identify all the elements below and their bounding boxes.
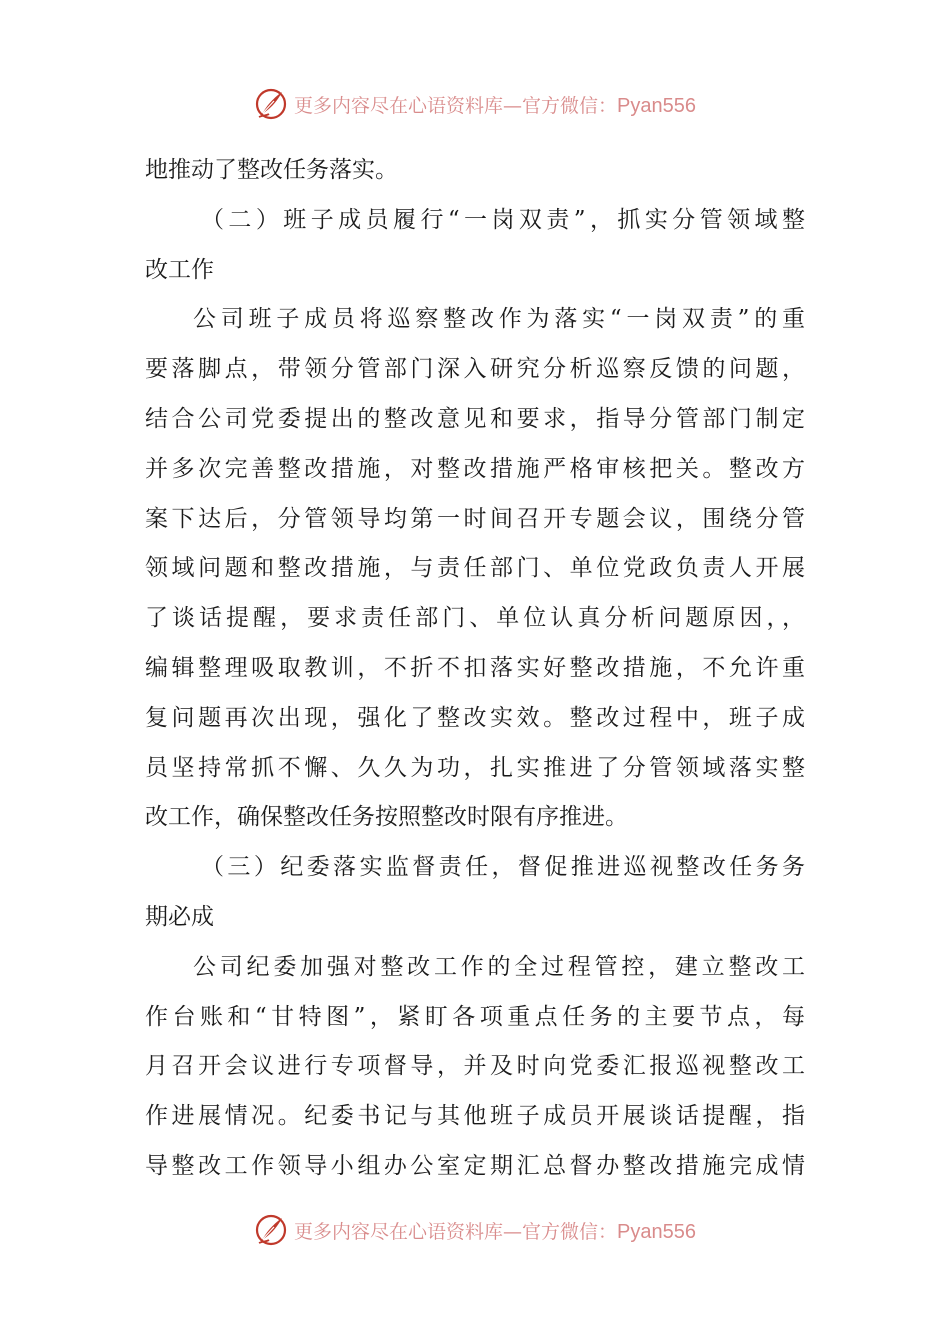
text-line: 月召开会议进行专项督导，并及时向党委汇报巡视整改工	[145, 1053, 805, 1080]
watermark-text	[294, 1217, 696, 1244]
quill-pen-seal-icon	[254, 87, 288, 121]
text-line: 员坚持常抓不懈、久久为功，扎实推进了分管领域落实整	[145, 754, 805, 781]
text-line: 作台账和“甘特图”，紧盯各项重点任务的主要节点，每	[145, 1003, 805, 1030]
text-line: 要落脚点，带领分管部门深入研究分析巡察反馈的问题，	[145, 356, 805, 383]
text-line: 领域问题和整改措施，与责任部门、单位党政负责人开展	[145, 555, 805, 582]
quill-pen-seal-icon	[254, 1213, 288, 1247]
text-line: 地推动了整改任务落实。	[145, 157, 398, 183]
section-heading-2-cont: 改工作	[145, 256, 214, 283]
paragraph-end: 改工作，确保整改任务按照整改时限有序推进。	[145, 804, 628, 831]
watermark-text	[294, 91, 696, 118]
header-watermark	[0, 84, 950, 124]
text-line: 作进展情况。纪委书记与其他班子成员开展谈话提醒，指	[145, 1103, 805, 1130]
watermark-text-latin: Pyan556	[617, 94, 696, 117]
text-line: 编辑整理吸取教训，不折不扣落实好整改措施，不允许重	[145, 654, 805, 681]
section-heading-3-cont: 期必成	[145, 903, 214, 930]
text-line: 了谈话提醒，要求责任部门、单位认真分析问题原因，，	[145, 605, 805, 632]
document-body	[145, 146, 805, 1192]
watermark-text-cn: 更多内容尽在心语资料库—官方微信：	[294, 94, 618, 117]
text-line: 复问题再次出现，强化了整改实效。整改过程中，班子成	[145, 704, 805, 731]
text-line: 结合公司党委提出的整改意见和要求，指导分管部门制定	[145, 405, 805, 432]
section-heading-2: （二）班子成员履行“一岗双责”，抓实分管领域整	[201, 206, 805, 233]
footer-watermark	[0, 1210, 950, 1250]
text-line: 导整改工作领导小组办公室定期汇总督办整改措施完成情	[145, 1152, 805, 1179]
text-line: 并多次完善整改措施，对整改措施严格审核把关。整改方	[145, 455, 805, 482]
watermark-text-latin: Pyan556	[617, 1220, 696, 1243]
text-line: 案下达后，分管领导均第一时间召开专题会议，围绕分管	[145, 505, 805, 532]
paragraph-start: 公司纪委加强对整改工作的全过程管控，建立整改工	[193, 953, 805, 980]
watermark-text-cn: 更多内容尽在心语资料库—官方微信：	[294, 1220, 618, 1243]
paragraph-start: 公司班子成员将巡察整改作为落实“一岗双责”的重	[193, 306, 805, 333]
section-heading-3: （三）纪委落实监督责任，督促推进巡视整改任务务	[201, 854, 805, 881]
